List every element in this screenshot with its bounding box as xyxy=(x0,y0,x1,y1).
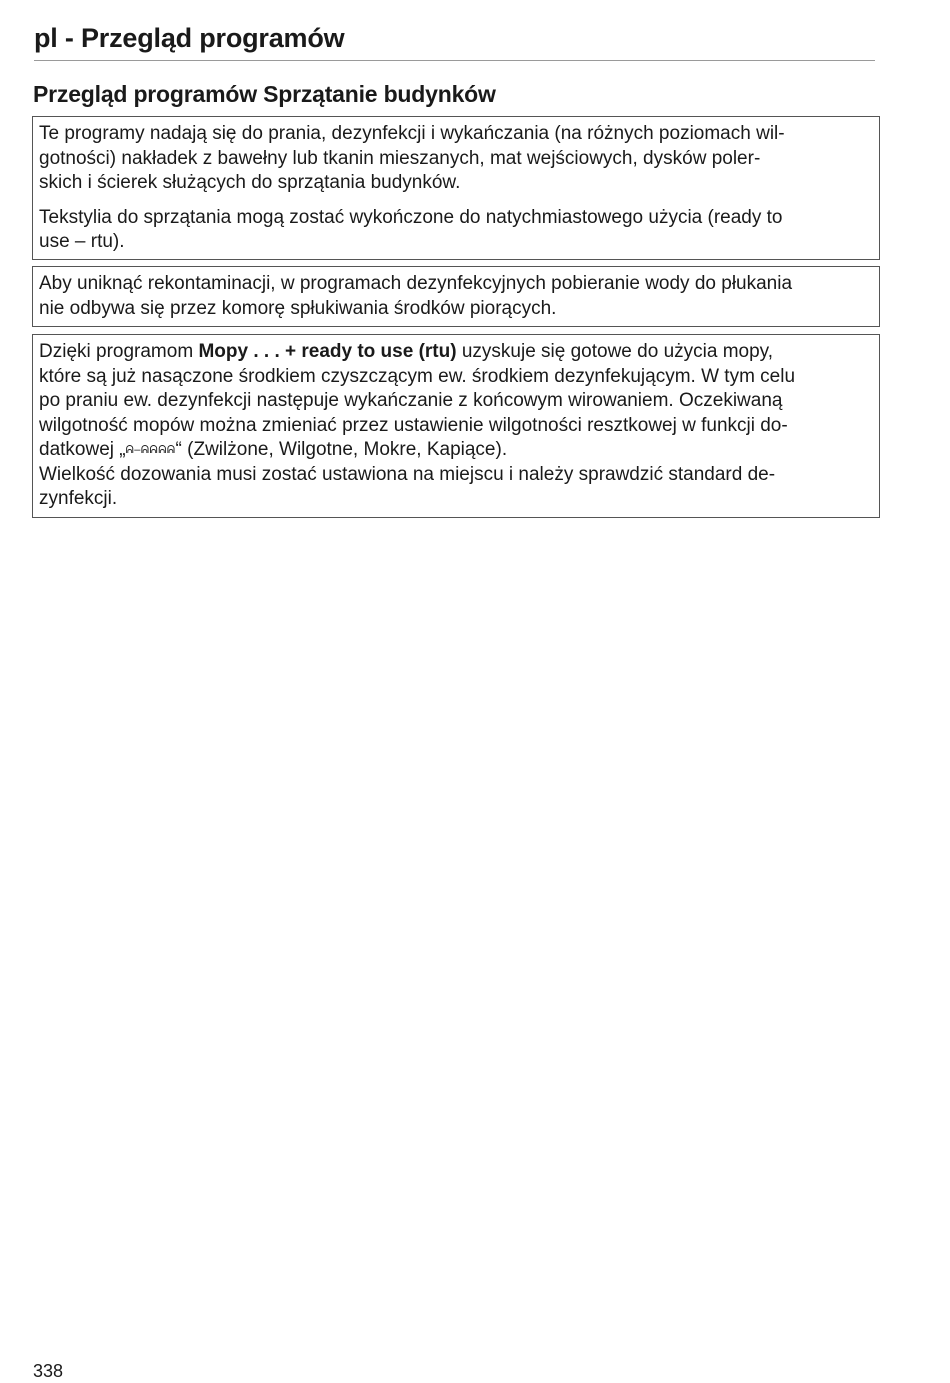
recontamination-paragraph xyxy=(39,272,873,321)
mops-line-4: wilgotność mopów można zmieniać przez ustawienie wilgotności resztkowej w funkcji do- xyxy=(39,414,788,436)
recontamination-line-2: nie odbywa się przez komorę spłukiwania środków piorących. xyxy=(39,297,557,319)
mops-line-5-suffix: “ (Zwilżone, Wilgotne, Mokre, Kapiące). xyxy=(175,439,508,460)
info-box-intro xyxy=(32,116,880,260)
page-header xyxy=(34,20,875,61)
recontamination-line-1: Aby uniknąć rekontaminacji, w programach dezynfekcyjnych pobieranie wody do płukania xyxy=(39,273,793,294)
mops-paragraph xyxy=(39,340,873,512)
mops-line-7: zynfekcji. xyxy=(39,488,118,509)
rtu-paragraph xyxy=(39,206,873,255)
mops-line-1-suffix: uzyskuje się gotowe do użycia mopy, xyxy=(456,341,774,362)
info-box-mops xyxy=(32,334,880,518)
page-title: pl - Przegląd programów xyxy=(34,23,345,53)
mops-program-name: Mopy . . . + ready to use (rtu) xyxy=(198,341,457,362)
rtu-line-2: use – rtu). xyxy=(39,231,125,252)
intro-paragraph xyxy=(39,122,873,196)
mops-line-1-prefix: Dzięki programom xyxy=(39,341,199,362)
info-box-recontamination xyxy=(32,266,880,327)
mops-line-3: po praniu ew. dezynfekcji następuje wykańczanie z końcowym wirowaniem. Oczekiwaną xyxy=(39,390,783,411)
mops-line-6: Wielkość dozowania musi zostać ustawiona na miejscu i należy sprawdzić standard de- xyxy=(39,463,776,485)
rtu-line-1: Tekstylia do sprzątania mogą zostać wykończone do natychmiastowego użycia (ready to xyxy=(39,206,783,228)
mops-line-5-prefix: datkowej „ xyxy=(39,439,126,460)
intro-line-2: gotności) nakładek z bawełny lub tkanin mieszanych, mat wejściowych, dysków poler- xyxy=(39,147,761,169)
moisture-drops-icon: ᕱ–ᕱᕱᕱᕱ xyxy=(125,444,176,456)
mops-line-2: które są już nasączone środkiem czyszczącym ew. środkiem dezynfekującym. W tym celu xyxy=(39,365,796,387)
intro-line-3: skich i ścierek służących do sprzątania budynków. xyxy=(39,172,461,193)
section-title: Przegląd programów Sprzątanie budynków xyxy=(33,81,496,107)
page-number: 338 xyxy=(33,1361,64,1381)
intro-line-1: Te programy nadają się do prania, dezynfekcji i wykańczania (na różnych poziomach wil- xyxy=(39,123,785,144)
